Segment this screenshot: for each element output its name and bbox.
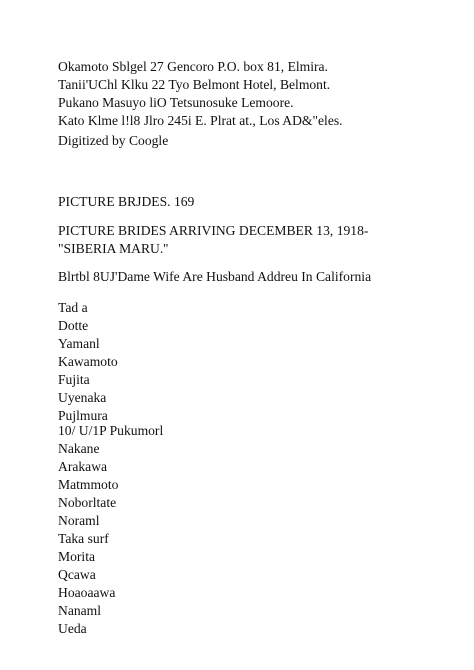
list-item: Yamanl — [58, 336, 100, 351]
list-item: Morita — [58, 549, 95, 564]
list-item: Dotte — [58, 318, 89, 333]
list-item: Nanaml — [58, 603, 102, 618]
list-item: Kawamoto — [58, 354, 118, 369]
list-item: Taka surf — [58, 531, 109, 546]
digitized-note: Digitized by Coogle — [58, 133, 169, 148]
section-title-line: PICTURE BRIDES ARRIVING DECEMBER 13, 1918- — [58, 223, 369, 238]
list-item: Tad a — [58, 300, 88, 315]
address-line: Tanii'UChl Klku 22 Tyo Belmont Hotel, Belmont. — [58, 77, 331, 92]
list-item: Hoaoaawa — [58, 585, 116, 600]
list-item: Arakawa — [58, 459, 108, 474]
column-header: Blrtbl 8UJ'Dame Wife Are Husband Addreu In California — [58, 269, 372, 284]
section-title-line: "SIBERIA MARU.'' — [58, 241, 169, 256]
list-item: Uyenaka — [58, 390, 107, 405]
list-item: Matmmoto — [58, 477, 119, 492]
section-title — [58, 222, 368, 258]
address-line: Pukano Masuyo liO Tetsunosuke Lemoore. — [58, 95, 294, 110]
list-item: Noraml — [58, 513, 100, 528]
names-list-2 — [58, 422, 163, 638]
list-item: Qcawa — [58, 567, 96, 582]
list-item: Noborltate — [58, 495, 117, 510]
list-item: Fujita — [58, 372, 90, 387]
list-item: Pujlmura — [58, 408, 108, 423]
list-item: Ueda — [58, 621, 87, 636]
address-line: Kato Klme l!l8 Jlro 245i E. Plrat at., Los AD&"eles. — [58, 113, 343, 128]
names-list-1 — [58, 299, 118, 425]
list-item: Nakane — [58, 441, 100, 456]
address-line: Okamoto Sblgel 27 Gencoro P.O. box 81, Elmira. — [58, 59, 328, 74]
address-list — [58, 58, 343, 130]
page-header: PICTURE BRJDES. 169 — [58, 194, 195, 209]
list-item: 10/ U/1P Pukumorl — [58, 423, 164, 438]
